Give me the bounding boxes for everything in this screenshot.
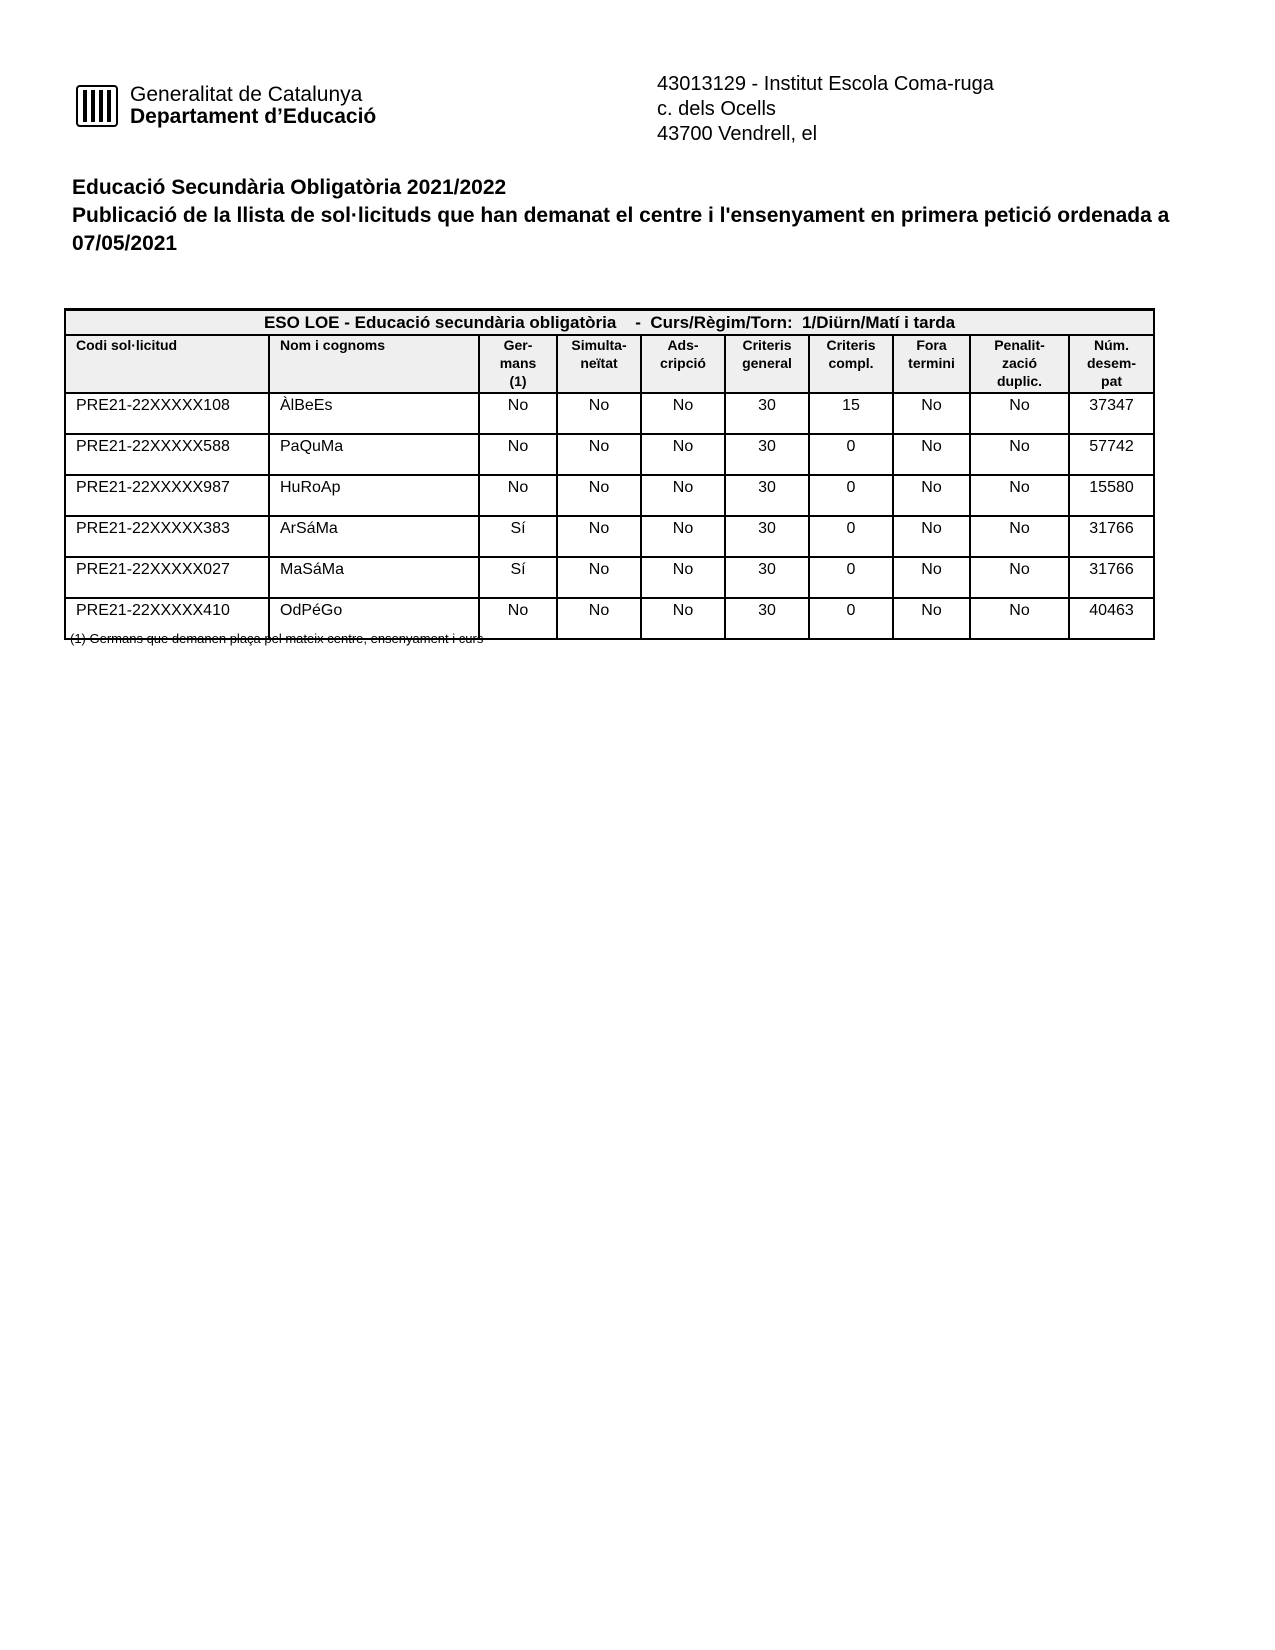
title-line2: Publicació de la llista de sol·licituds que han demanat el centre i l'ensenyament en primera petició ordenada a 07/05/2021 — [72, 204, 1170, 255]
table-row — [65, 393, 1154, 434]
table-cell: PRE21-22XXXXX383 — [65, 516, 269, 557]
table-cell: OdPéGo — [269, 598, 479, 639]
table-cell: 15 — [809, 393, 893, 434]
table-cell: No — [641, 557, 725, 598]
table-cell: No — [893, 598, 970, 639]
table-cell: Sí — [479, 557, 557, 598]
column-header: Simulta- neïtat — [557, 335, 641, 393]
table-cell: 0 — [809, 434, 893, 475]
applications-table — [64, 308, 1155, 640]
table-cell: No — [641, 434, 725, 475]
table-cell: ÀlBeEs — [269, 393, 479, 434]
department-name: Departament d’Educació — [130, 105, 377, 128]
table-cell: 40463 — [1069, 598, 1154, 639]
table-band-title: ESO LOE - Educació secundària obligatòria - Curs/Règim/Torn: 1/Diürn/Matí i tarda — [65, 310, 1154, 336]
table-cell: No — [557, 557, 641, 598]
school-street: c. dels Ocells — [657, 98, 776, 120]
column-header: Codi sol·licitud — [65, 335, 269, 393]
table-cell: Sí — [479, 516, 557, 557]
column-header: Penalit- zació duplic. — [970, 335, 1069, 393]
table-cell: 30 — [725, 598, 809, 639]
org-name: Generalitat de Catalunya — [130, 83, 363, 106]
table-cell: No — [557, 598, 641, 639]
table-row — [65, 557, 1154, 598]
table-cell: No — [970, 393, 1069, 434]
table-cell: No — [893, 516, 970, 557]
table-cell: 0 — [809, 557, 893, 598]
table-cell: No — [641, 475, 725, 516]
column-header: Criteris general — [725, 335, 809, 393]
table-cell: No — [479, 475, 557, 516]
school-name: 43013129 - Institut Escola Coma-ruga — [657, 73, 994, 95]
school-city: 43700 Vendrell, el — [657, 123, 818, 145]
table-cell: 30 — [725, 393, 809, 434]
table-cell: No — [641, 598, 725, 639]
column-header: Ger- mans (1) — [479, 335, 557, 393]
school-info — [657, 72, 994, 147]
table-cell: 30 — [725, 516, 809, 557]
table-cell: ArSáMa — [269, 516, 479, 557]
table-cell: PaQuMa — [269, 434, 479, 475]
table-cell: 30 — [725, 557, 809, 598]
table-cell: 31766 — [1069, 516, 1154, 557]
table-row — [65, 475, 1154, 516]
table-row — [65, 516, 1154, 557]
table-cell: No — [970, 557, 1069, 598]
table-cell: No — [893, 557, 970, 598]
generalitat-seal-icon — [76, 85, 118, 127]
table-cell: No — [970, 516, 1069, 557]
table-cell: PRE21-22XXXXX108 — [65, 393, 269, 434]
table-cell: No — [893, 434, 970, 475]
table-cell: No — [893, 393, 970, 434]
table-cell: No — [479, 434, 557, 475]
table-cell: No — [970, 475, 1069, 516]
table-cell: No — [970, 598, 1069, 639]
column-header: Núm. desem- pat — [1069, 335, 1154, 393]
table-cell: 57742 — [1069, 434, 1154, 475]
table-cell: No — [557, 393, 641, 434]
table-cell: 0 — [809, 475, 893, 516]
table-cell: HuRoAp — [269, 475, 479, 516]
table-cell: No — [641, 516, 725, 557]
table-cell: 31766 — [1069, 557, 1154, 598]
table-cell: 0 — [809, 598, 893, 639]
column-header: Nom i cognoms — [269, 335, 479, 393]
table-cell: 30 — [725, 475, 809, 516]
title-line1: Educació Secundària Obligatòria 2021/2022 — [72, 176, 507, 199]
table-cell: No — [557, 434, 641, 475]
table-cell: 15580 — [1069, 475, 1154, 516]
table-cell: 37347 — [1069, 393, 1154, 434]
table-cell: PRE21-22XXXXX027 — [65, 557, 269, 598]
table-cell: No — [479, 393, 557, 434]
table-cell: No — [970, 434, 1069, 475]
table-cell: PRE21-22XXXXX987 — [65, 475, 269, 516]
table-cell: No — [557, 516, 641, 557]
column-header: Criteris compl. — [809, 335, 893, 393]
table-cell: No — [479, 598, 557, 639]
table-cell: 0 — [809, 516, 893, 557]
table-cell: PRE21-22XXXXX410 — [65, 598, 269, 639]
table-cell: No — [641, 393, 725, 434]
footnote: (1) Germans que demanen plaça pel mateix centre, ensenyament i curs — [70, 631, 484, 646]
column-header: Ads- cripció — [641, 335, 725, 393]
table-cell: MaSáMa — [269, 557, 479, 598]
document-title — [72, 174, 1182, 258]
table-cell: No — [893, 475, 970, 516]
generalitat-logo — [76, 84, 376, 128]
column-header: Fora termini — [893, 335, 970, 393]
table-cell: 30 — [725, 434, 809, 475]
table-row — [65, 434, 1154, 475]
table-cell: PRE21-22XXXXX588 — [65, 434, 269, 475]
table-cell: No — [557, 475, 641, 516]
